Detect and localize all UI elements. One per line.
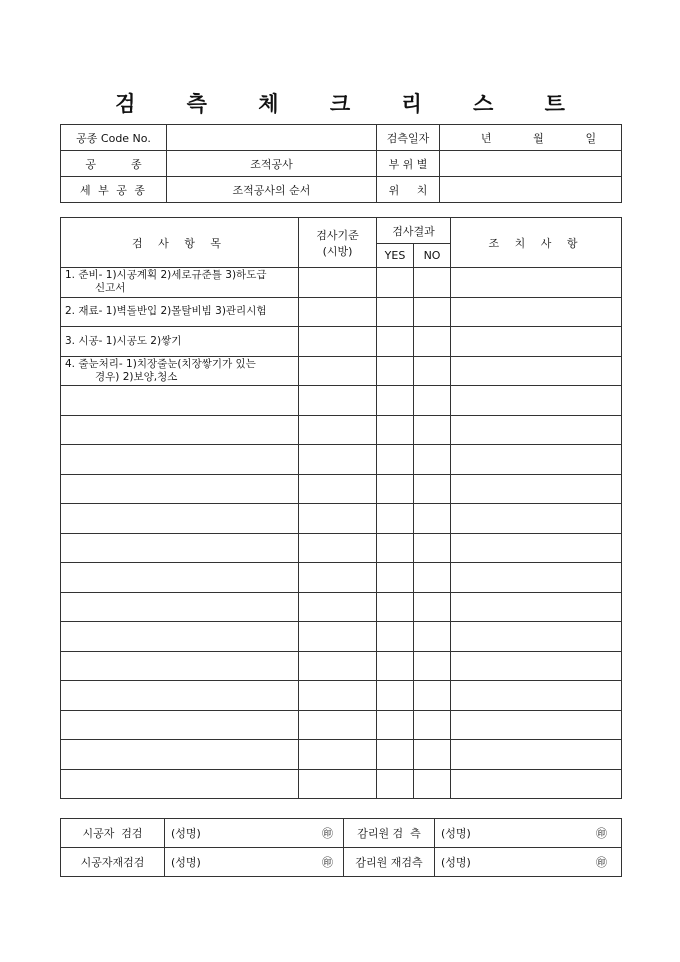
checklist-table xyxy=(60,217,622,799)
action-cell[interactable] xyxy=(451,356,622,386)
supervisor-name-placeholder: (성명) xyxy=(441,827,471,840)
no-cell[interactable] xyxy=(414,563,451,593)
date-year-label: 년 xyxy=(480,131,492,145)
inspection-item-continuation: 경우) 2)보양,청소 xyxy=(95,370,178,383)
seal-icon: ㊞ xyxy=(322,827,333,840)
inspection-item-cell xyxy=(61,563,299,593)
seal-icon: ㊞ xyxy=(596,856,607,869)
table-row xyxy=(61,356,622,386)
supervisor-reinspection-label: 감리원 재검측 xyxy=(344,848,435,877)
table-row xyxy=(61,297,622,327)
standard-cell[interactable] xyxy=(299,592,377,622)
date-month-label: 월 xyxy=(533,131,544,145)
contractor-re-name-placeholder: (성명) xyxy=(171,856,201,869)
table-row xyxy=(61,769,622,799)
seal-icon: ㊞ xyxy=(322,856,333,869)
no-cell[interactable] xyxy=(414,710,451,740)
inspection-item-text: 4. 줄눈처리- 1)치장줄눈(치장쌓기가 있는 xyxy=(65,357,256,370)
date-field[interactable] xyxy=(440,125,622,151)
supervisor-inspection-label: 감리원 검 측 xyxy=(344,819,435,848)
no-cell[interactable] xyxy=(414,504,451,534)
yes-cell[interactable] xyxy=(377,297,414,327)
yes-cell[interactable] xyxy=(377,356,414,386)
no-cell[interactable] xyxy=(414,297,451,327)
standard-cell[interactable] xyxy=(299,474,377,504)
standard-cell[interactable] xyxy=(299,740,377,770)
yes-cell[interactable] xyxy=(377,386,414,416)
inspection-item-cell xyxy=(61,327,299,357)
inspection-item-cell xyxy=(61,356,299,386)
action-cell[interactable] xyxy=(451,533,622,563)
standard-cell[interactable] xyxy=(299,681,377,711)
yes-cell[interactable] xyxy=(377,710,414,740)
no-cell[interactable] xyxy=(414,592,451,622)
yes-cell[interactable] xyxy=(377,651,414,681)
contractor-reinspection-label: 시공자재검검 xyxy=(61,848,165,877)
inspection-item-text: 1. 준비- 1)시공계획 2)세로규준틀 3)하도급 xyxy=(65,269,267,282)
yes-cell[interactable] xyxy=(377,622,414,652)
action-cell[interactable] xyxy=(451,386,622,416)
standard-cell[interactable] xyxy=(299,415,377,445)
header-action: 조 치 사 항 xyxy=(451,218,622,268)
supervisor-re-name-placeholder: (성명) xyxy=(441,856,471,869)
standard-cell[interactable] xyxy=(299,297,377,327)
no-cell[interactable] xyxy=(414,268,451,298)
no-cell[interactable] xyxy=(414,474,451,504)
inspection-item-cell xyxy=(61,710,299,740)
header-inspection-item: 검 사 항 목 xyxy=(61,218,299,268)
no-cell[interactable] xyxy=(414,769,451,799)
action-cell[interactable] xyxy=(451,769,622,799)
action-cell[interactable] xyxy=(451,327,622,357)
table-row xyxy=(61,327,622,357)
date-label: 검측일자 xyxy=(377,125,440,151)
table-row xyxy=(61,445,622,475)
contractor-name-placeholder: (성명) xyxy=(171,827,201,840)
table-row xyxy=(61,563,622,593)
detail-label: 세 부 공 종 xyxy=(61,177,167,203)
work-label: 공 종 xyxy=(61,151,167,177)
table-row xyxy=(61,415,622,445)
supervisor-re-signature-field[interactable] xyxy=(435,848,622,877)
code-label: 공종 Code No. xyxy=(61,125,167,151)
action-cell[interactable] xyxy=(451,504,622,534)
date-day-label: 일 xyxy=(585,131,597,145)
action-cell[interactable] xyxy=(451,710,622,740)
table-row xyxy=(61,268,622,298)
header-standard-line1: 검사기준 xyxy=(316,228,359,242)
table-row xyxy=(61,504,622,534)
no-cell[interactable] xyxy=(414,740,451,770)
inspection-item-cell xyxy=(61,592,299,622)
action-cell[interactable] xyxy=(451,592,622,622)
yes-cell[interactable] xyxy=(377,563,414,593)
standard-cell[interactable] xyxy=(299,710,377,740)
yes-cell[interactable] xyxy=(377,445,414,475)
table-row xyxy=(61,533,622,563)
location-value-field[interactable] xyxy=(440,177,622,203)
table-row xyxy=(61,651,622,681)
standard-cell[interactable] xyxy=(299,533,377,563)
inspection-item-cell xyxy=(61,415,299,445)
no-cell[interactable] xyxy=(414,445,451,475)
table-row xyxy=(61,710,622,740)
detail-value[interactable]: 조적공사의 순서 xyxy=(167,177,377,203)
action-cell[interactable] xyxy=(451,297,622,327)
inspection-item-cell xyxy=(61,769,299,799)
no-cell[interactable] xyxy=(414,386,451,416)
inspection-item-cell xyxy=(61,533,299,563)
no-cell[interactable] xyxy=(414,327,451,357)
contractor-re-signature-field[interactable] xyxy=(165,848,344,877)
yes-cell[interactable] xyxy=(377,681,414,711)
inspection-item-cell xyxy=(61,445,299,475)
standard-cell[interactable] xyxy=(299,769,377,799)
signature-table xyxy=(60,818,622,877)
action-cell[interactable] xyxy=(451,445,622,475)
inspection-item-text: 2. 재료- 1)벽돌반입 2)몰탈비빔 3)관리시험 xyxy=(65,305,267,318)
inspection-item-cell xyxy=(61,681,299,711)
yes-cell[interactable] xyxy=(377,592,414,622)
standard-cell[interactable] xyxy=(299,356,377,386)
no-cell[interactable] xyxy=(414,533,451,563)
info-table xyxy=(60,124,622,203)
table-row xyxy=(61,681,622,711)
inspection-item-cell xyxy=(61,740,299,770)
header-result: 검사결과 xyxy=(377,218,451,244)
standard-cell[interactable] xyxy=(299,504,377,534)
inspection-item-cell xyxy=(61,622,299,652)
header-yes: YES xyxy=(377,244,414,268)
yes-cell[interactable] xyxy=(377,327,414,357)
no-cell[interactable] xyxy=(414,415,451,445)
inspection-item-cell xyxy=(61,386,299,416)
table-row xyxy=(61,474,622,504)
inspection-item-cell xyxy=(61,268,299,298)
table-row xyxy=(61,592,622,622)
yes-cell[interactable] xyxy=(377,268,414,298)
action-cell[interactable] xyxy=(451,415,622,445)
contractor-inspection-label: 시공자 검검 xyxy=(61,819,165,848)
yes-cell[interactable] xyxy=(377,740,414,770)
standard-cell[interactable] xyxy=(299,327,377,357)
inspection-item-text: 3. 시공- 1)시공도 2)쌓기 xyxy=(65,334,182,347)
action-cell[interactable] xyxy=(451,681,622,711)
action-cell[interactable] xyxy=(451,651,622,681)
action-cell[interactable] xyxy=(451,268,622,298)
inspection-item-cell xyxy=(61,297,299,327)
header-standard xyxy=(299,218,377,268)
no-cell[interactable] xyxy=(414,356,451,386)
yes-cell[interactable] xyxy=(377,533,414,563)
seal-icon: ㊞ xyxy=(596,827,607,840)
standard-cell[interactable] xyxy=(299,268,377,298)
standard-cell[interactable] xyxy=(299,622,377,652)
yes-cell[interactable] xyxy=(377,504,414,534)
no-cell[interactable] xyxy=(414,651,451,681)
action-cell[interactable] xyxy=(451,740,622,770)
contractor-signature-field[interactable] xyxy=(165,819,344,848)
header-no: NO xyxy=(414,244,451,268)
code-value-field[interactable] xyxy=(167,125,377,151)
part-label: 부 위 별 xyxy=(377,151,440,177)
yes-cell[interactable] xyxy=(377,474,414,504)
table-row xyxy=(61,386,622,416)
standard-cell[interactable] xyxy=(299,445,377,475)
table-row xyxy=(61,622,622,652)
standard-cell[interactable] xyxy=(299,651,377,681)
yes-cell[interactable] xyxy=(377,415,414,445)
table-row xyxy=(61,740,622,770)
inspection-item-continuation: 신고서 xyxy=(95,282,126,295)
page-title: 검 측 체 크 리 스 트 xyxy=(115,91,587,116)
supervisor-signature-field[interactable] xyxy=(435,819,622,848)
work-value[interactable]: 조적공사 xyxy=(167,151,377,177)
action-cell[interactable] xyxy=(451,474,622,504)
standard-cell[interactable] xyxy=(299,386,377,416)
inspection-item-cell xyxy=(61,504,299,534)
location-label: 위 치 xyxy=(377,177,440,203)
yes-cell[interactable] xyxy=(377,769,414,799)
action-cell[interactable] xyxy=(451,563,622,593)
part-value-field[interactable] xyxy=(440,151,622,177)
inspection-item-cell xyxy=(61,474,299,504)
header-standard-line2: (시방) xyxy=(322,244,353,258)
inspection-item-cell xyxy=(61,651,299,681)
standard-cell[interactable] xyxy=(299,563,377,593)
no-cell[interactable] xyxy=(414,622,451,652)
no-cell[interactable] xyxy=(414,681,451,711)
action-cell[interactable] xyxy=(451,622,622,652)
